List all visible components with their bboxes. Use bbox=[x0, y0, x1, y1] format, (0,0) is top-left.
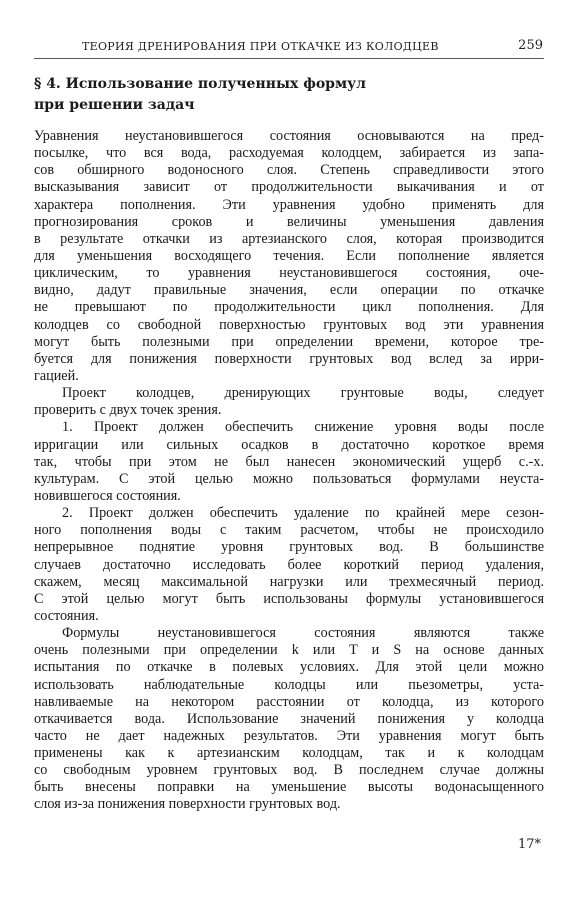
text-line: буется для понижения поверхности грунтовых вод вслед за ирри- bbox=[34, 350, 544, 367]
text-line: непрерывное поднятие уровня грунтовых вод. В большинстве bbox=[34, 539, 544, 556]
text-line: высказывания зависит от продолжительности выкачивания и от bbox=[34, 179, 544, 196]
text-line: проверить с двух точек зрения. bbox=[34, 402, 222, 419]
paragraph bbox=[34, 625, 544, 814]
text-line: гацией. bbox=[34, 367, 79, 384]
text-line: характера пополнения. Эти уравнения удобно применять для bbox=[34, 196, 544, 213]
text-line: видно, дадут правильные значения, если операции по откачке bbox=[34, 282, 544, 299]
text-line: С этой целью могут быть использованы формулы установившегося bbox=[34, 590, 544, 607]
text-line: в результате откачки из артезианского слоя, которая производится bbox=[34, 230, 544, 247]
text-line: скажем, месяц максимальной нагрузки или трехмесячный период. bbox=[34, 573, 544, 590]
text-line: использовать наблюдательные колодцы или пьезометры, уста- bbox=[34, 676, 544, 693]
text-line: очень полезными при определении k или T и S на основе данных bbox=[34, 642, 544, 659]
text-line: могут быть полезными при определении времени, которое тре- bbox=[34, 333, 544, 350]
page-number: 259 bbox=[518, 38, 543, 53]
text-line: прогнозирования сроков и величины уменьшения давления bbox=[34, 213, 544, 230]
paragraph bbox=[34, 128, 544, 385]
running-head: ТЕОРИЯ ДРЕНИРОВАНИЯ ПРИ ОТКАЧКЕ ИЗ КОЛОДЦЕВ bbox=[82, 40, 439, 53]
section-title-line-1: § 4. Использование полученных формул bbox=[34, 76, 366, 92]
signature-mark: 17* bbox=[517, 837, 541, 852]
paragraph bbox=[34, 505, 544, 625]
text-line: часто не дает надежных результатов. Эти уравнения могут быть bbox=[34, 727, 544, 744]
text-line: посылке, что вся вода, расходуемая колодцем, забирается из запа- bbox=[34, 145, 544, 162]
text-line: ного пополнения воды с таким расчетом, чтобы не происходило bbox=[34, 522, 544, 539]
text-line: навливаемые на некотором расстоянии от колодца, из которого bbox=[34, 693, 544, 710]
text-line: испытания по откачке в полевых условиях. Для этой цели можно bbox=[34, 659, 544, 676]
text-line: применены как к артезианским колодцам, так и к колодцам bbox=[34, 745, 544, 762]
text-line: со свободным уровнем грунтовых вод. В последнем случае должны bbox=[34, 762, 544, 779]
text-line: слоя из-за понижения поверхности грунтовых вод. bbox=[34, 796, 341, 813]
text-line: быть внесены поправки на уменьшение высоты водонасыщенного bbox=[34, 779, 544, 796]
text-line: состояния. bbox=[34, 607, 99, 624]
text-line: Проект колодцев, дренирующих грунтовые воды, следует bbox=[62, 385, 544, 402]
paragraph bbox=[34, 385, 544, 419]
text-line: не превышают по продолжительности цикл пополнения. Для bbox=[34, 299, 544, 316]
section-title bbox=[34, 74, 534, 116]
text-line: для уменьшения восходящего течения. Если пополнение является bbox=[34, 247, 544, 264]
body-text bbox=[34, 128, 544, 814]
text-line: Формулы неустановившегося состояния являются также bbox=[62, 625, 544, 642]
text-line: циклическим, то уравнения неустановившегося состояния, оче- bbox=[34, 265, 544, 282]
text-line: новившегося состояния. bbox=[34, 487, 181, 504]
text-line: случаев достаточно исследовать более короткий период удаления, bbox=[34, 556, 544, 573]
text-line: ирригации или сильных осадков в достаточно короткое время bbox=[34, 436, 544, 453]
text-line: Уравнения неустановившегося состояния основываются на пред- bbox=[34, 128, 544, 144]
text-line: 2. Проект должен обеспечить удаление по крайней мере сезон- bbox=[62, 505, 544, 522]
text-line: откачивается вода. Использование значений понижения у колодца bbox=[34, 710, 544, 727]
text-line: так, чтобы при этом не был нанесен экономический ущерб с.-х. bbox=[34, 453, 544, 470]
text-line: 1. Проект должен обеспечить снижение уровня воды после bbox=[62, 419, 544, 436]
text-line: колодцев со свободной поверхностью грунтовых вод эти уравнения bbox=[34, 316, 544, 333]
header-rule bbox=[34, 58, 544, 59]
paragraph bbox=[34, 419, 544, 505]
text-line: культурам. С этой целью можно пользоваться формулами неуста- bbox=[34, 470, 544, 487]
text-line: сов обширного водоносного слоя. Степень справедливости этого bbox=[34, 162, 544, 179]
section-title-line-2: при решении задач bbox=[34, 97, 195, 113]
